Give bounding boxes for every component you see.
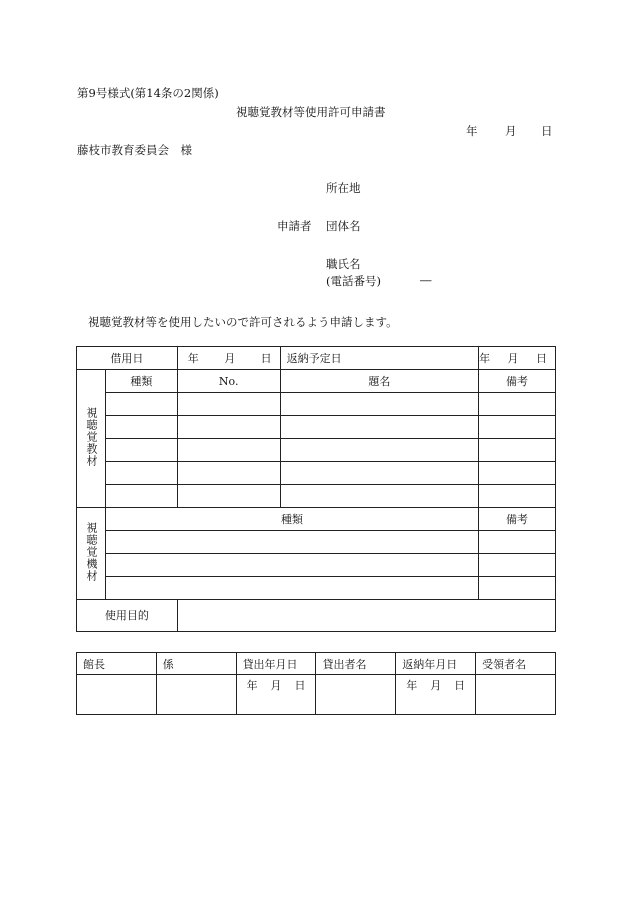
materials-row <box>77 439 556 462</box>
lend-date-cell[interactable]: 年 月 日 <box>236 675 316 715</box>
addressee: 藤枝市教育委員会 様 <box>77 143 192 157</box>
staff-header: 係 <box>156 653 236 675</box>
application-statement: 視聴覚教材等を使用したいので許可されるよう申請します。 <box>88 315 398 329</box>
receiver-name-cell[interactable] <box>476 675 556 715</box>
date-month: 月 <box>505 124 517 138</box>
materials-remarks-cell[interactable] <box>479 439 556 462</box>
return-date-label: 返納予定日 <box>280 347 478 370</box>
equipment-section-label: 視聴覚機材 <box>77 508 106 600</box>
materials-kind-cell[interactable] <box>105 462 177 485</box>
date-day: 日 <box>541 124 553 138</box>
phone-label: (電話番号) <box>326 274 381 288</box>
date-year: 年 <box>466 124 478 138</box>
materials-no-cell[interactable] <box>177 439 280 462</box>
equipment-kind-cell[interactable] <box>105 554 478 577</box>
materials-remarks-cell[interactable] <box>479 416 556 439</box>
form-title: 視聴覚教材等使用許可申請書 <box>236 105 386 119</box>
materials-no-cell[interactable] <box>177 485 280 508</box>
borrow-date-label: 借用日 <box>77 347 178 370</box>
materials-remarks-cell[interactable] <box>479 393 556 416</box>
materials-kind-cell[interactable] <box>105 439 177 462</box>
materials-row <box>77 485 556 508</box>
materials-row <box>77 416 556 439</box>
materials-title-cell[interactable] <box>280 485 478 508</box>
materials-section-label: 視聴覚教材 <box>77 370 106 508</box>
phone-dash: ― <box>420 273 432 287</box>
form-number: 第9号様式(第14条の2関係) <box>77 86 219 100</box>
materials-kind-cell[interactable] <box>105 393 177 416</box>
materials-title-cell[interactable] <box>280 416 478 439</box>
return-date-field[interactable]: 年 月 日 <box>479 347 556 370</box>
group-name-label: 団体名 <box>326 219 361 233</box>
applicant-label: 申請者 <box>277 219 312 233</box>
materials-kind-cell[interactable] <box>105 416 177 439</box>
materials-kind-header: 種類 <box>105 370 177 393</box>
materials-title-cell[interactable] <box>280 462 478 485</box>
main-table <box>76 346 556 632</box>
purpose-field[interactable] <box>177 600 555 632</box>
receiver-name-header: 受領者名 <box>476 653 556 675</box>
equipment-kind-header: 種類 <box>105 508 478 531</box>
materials-kind-cell[interactable] <box>105 485 177 508</box>
equipment-remarks-cell[interactable] <box>479 531 556 554</box>
return-date-cell[interactable]: 年 月 日 <box>396 675 476 715</box>
address-label: 所在地 <box>326 181 361 195</box>
equipment-row <box>77 554 556 577</box>
materials-remarks-cell[interactable] <box>479 485 556 508</box>
director-header: 館長 <box>77 653 157 675</box>
materials-remarks-header: 備考 <box>479 370 556 393</box>
equipment-remarks-header: 備考 <box>479 508 556 531</box>
return-date-header: 返納年月日 <box>396 653 476 675</box>
equipment-remarks-cell[interactable] <box>479 577 556 600</box>
name-label: 職氏名 <box>326 257 361 271</box>
equipment-kind-cell[interactable] <box>105 531 478 554</box>
materials-no-header: No. <box>177 370 280 393</box>
lend-date-header: 貸出年月日 <box>236 653 316 675</box>
materials-title-header: 題名 <box>280 370 478 393</box>
director-cell[interactable] <box>77 675 157 715</box>
materials-no-cell[interactable] <box>177 393 280 416</box>
materials-title-cell[interactable] <box>280 393 478 416</box>
materials-row <box>77 462 556 485</box>
borrow-date-field[interactable]: 年 月 日 <box>177 347 280 370</box>
materials-no-cell[interactable] <box>177 416 280 439</box>
purpose-label: 使用目的 <box>77 600 178 632</box>
materials-no-cell[interactable] <box>177 462 280 485</box>
equipment-row <box>77 577 556 600</box>
equipment-remarks-cell[interactable] <box>479 554 556 577</box>
materials-title-cell[interactable] <box>280 439 478 462</box>
materials-row <box>77 393 556 416</box>
lender-name-header: 貸出者名 <box>316 653 396 675</box>
equipment-row <box>77 531 556 554</box>
lender-name-cell[interactable] <box>316 675 396 715</box>
office-table <box>76 652 556 715</box>
staff-cell[interactable] <box>156 675 236 715</box>
materials-remarks-cell[interactable] <box>479 462 556 485</box>
equipment-kind-cell[interactable] <box>105 577 478 600</box>
